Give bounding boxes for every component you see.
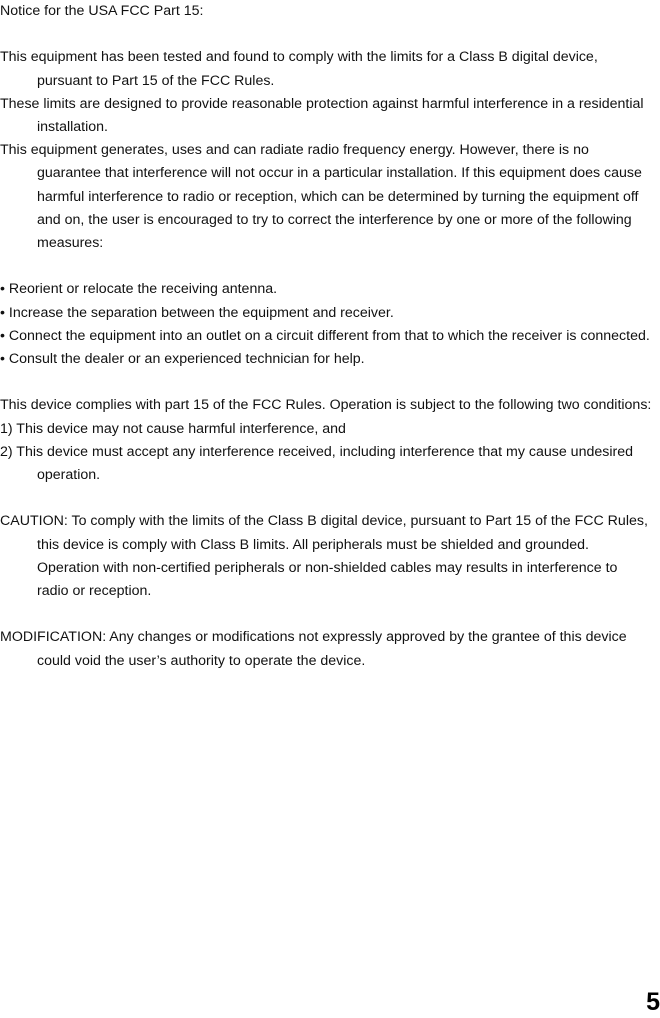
- condition-item: 2) This device must accept any interference received, including interference that my cause undesired operation.: [0, 443, 633, 484]
- condition-item: 1) This device may not cause harmful interference, and: [0, 420, 346, 437]
- spacer: [0, 255, 652, 278]
- measure-item: • Connect the equipment into an outlet on a circuit different from that to which the receiver is connected.: [0, 327, 650, 344]
- page-number: 5: [646, 988, 660, 1016]
- modification-paragraph: MODIFICATION: Any changes or modifications not expressly approved by the grantee of this device could void the user’s authority to operate the device.: [0, 629, 627, 669]
- measure-item: • Increase the separation between the equipment and receiver.: [0, 304, 394, 321]
- spacer: [0, 487, 652, 510]
- spacer: [0, 371, 652, 394]
- paragraph-tested: This equipment has been tested and found to comply with the limits for a Class B digital device, pursuant to Part 15 of the FCC Rules.: [0, 49, 598, 89]
- paragraph-generates: This equipment generates, uses and can radiate radio frequency energy. However, there is no guarantee that interference will not occur in a particular installation. If this equipment does cause harmful interference to radio or reception, which can be determined by turning the equipment off and on, the user is encouraged to try to correct the interference by one or more of the following measures:: [0, 142, 642, 252]
- measure-item: • Consult the dealer or an experienced technician for help.: [0, 351, 365, 368]
- caution-paragraph: CAUTION: To comply with the limits of the Class B digital device, pursuant to Part 15 of the FCC Rules, this device is comply with Class B limits. All peripherals must be shielded and grounded. Operation with non-certified peripherals or non-shielded cables may results in interference to radio or reception.: [0, 513, 648, 600]
- paragraph-limits: These limits are designed to provide reasonable protection against harmful interference in a residential installation.: [0, 95, 644, 135]
- notice-heading: Notice for the USA FCC Part 15:: [0, 3, 204, 19]
- measure-item: • Reorient or relocate the receiving antenna.: [0, 281, 278, 298]
- spacer: [0, 23, 652, 46]
- spacer: [0, 603, 652, 626]
- compliance-intro: This device complies with part 15 of the FCC Rules. Operation is subject to the following two conditions:: [0, 397, 652, 414]
